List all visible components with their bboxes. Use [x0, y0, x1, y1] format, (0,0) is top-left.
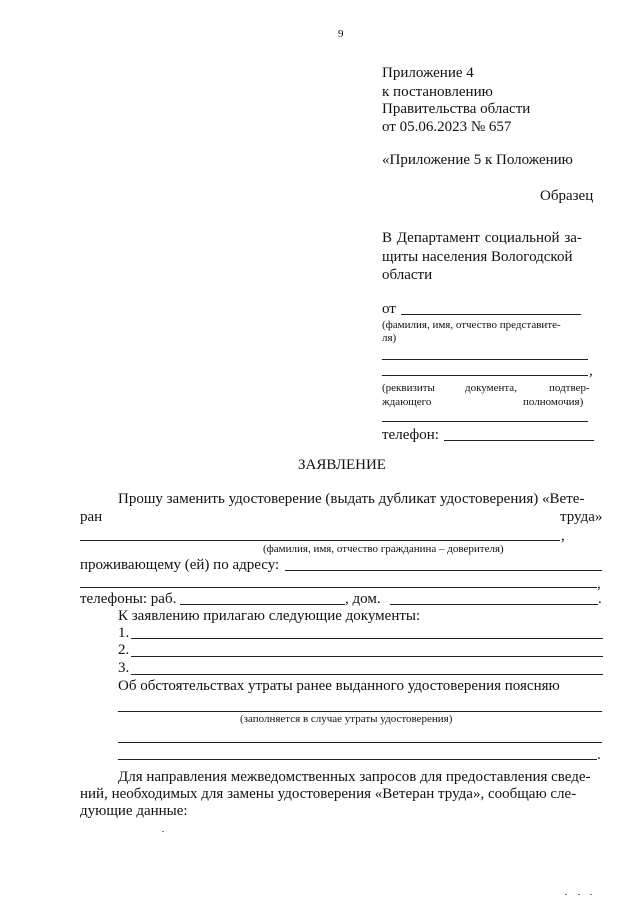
appendix-regulation: «Приложение 5 к Положению	[382, 152, 573, 168]
appendix-line-4: от 05.06.2023 № 657	[382, 119, 512, 135]
phone-line[interactable]	[444, 440, 594, 441]
docs-hint-2a: ждающего	[382, 396, 432, 408]
scan-speck	[162, 831, 164, 832]
attach-line-2[interactable]	[131, 656, 603, 657]
from-name-line[interactable]	[401, 314, 581, 315]
attach-line-1[interactable]	[131, 638, 603, 639]
appendix-line-3: Правительства области	[382, 101, 531, 117]
appendix-line-1: Приложение 4	[382, 65, 474, 81]
loss-period: .	[597, 747, 601, 763]
interagency-line-1: Для направления межведомственных запросов для предоставления сведе-	[118, 769, 591, 785]
docs-hint-1a: (реквизиты	[382, 382, 435, 394]
fio-hint: (фамилия, имя, отчество гражданина – доверителя)	[263, 543, 504, 555]
addressee-line-3: области	[382, 267, 433, 283]
docs-hint-1b: документа,	[465, 382, 517, 394]
loss-line-2[interactable]	[118, 742, 602, 743]
request-line-2b: труда»	[560, 509, 603, 525]
loss-hint: (заполняется в случае утраты удостоверения)	[240, 713, 453, 725]
attach-item-3: 3.	[118, 660, 130, 676]
page-number: 9	[338, 28, 344, 40]
from-extra-line-2[interactable]	[382, 375, 588, 376]
scan-speck	[590, 894, 592, 895]
phones-period: .	[598, 591, 602, 607]
loss-line-1[interactable]	[118, 711, 602, 712]
phones-home-label: , дом.	[345, 591, 381, 607]
fio-comma: ,	[561, 528, 565, 544]
phone-label: телефон:	[382, 427, 439, 443]
loss-label: Об обстоятельствах утраты ранее выданного удостоверения поясняю	[118, 678, 560, 694]
from-hint-line-1: (фамилия, имя, отчество представите-	[382, 319, 561, 331]
interagency-line-2: ний, необходимых для замены удостоверения «Ветеран труда», сообщаю сле-	[80, 786, 577, 802]
appendix-line-2: к постановлению	[382, 84, 493, 100]
address-comma: ,	[597, 576, 601, 592]
loss-line-3[interactable]	[118, 759, 597, 760]
from-hint-line-2: ля)	[382, 332, 397, 344]
scan-speck	[565, 894, 567, 895]
from-extra-line-3[interactable]	[382, 421, 588, 422]
request-line-1: Прошу заменить удостоверение (выдать дубликат удостоверения) «Вете-	[118, 491, 585, 507]
address-line-2[interactable]	[80, 587, 597, 588]
from-extra-line-1[interactable]	[382, 359, 588, 360]
scan-speck	[578, 894, 580, 895]
phones-label: телефоны: раб.	[80, 591, 177, 607]
docs-hint-1c: подтвер-	[549, 382, 590, 394]
phone-home-line[interactable]	[390, 604, 598, 605]
request-line-2a: ран	[80, 509, 103, 525]
from-label: от	[382, 301, 396, 317]
address-line-1[interactable]	[285, 570, 602, 571]
from-comma: ,	[589, 363, 593, 379]
attach-item-2: 2.	[118, 642, 130, 658]
fio-line[interactable]	[80, 540, 560, 541]
docs-hint-2b: полномочия)	[523, 396, 584, 408]
sample-label: Образец	[540, 188, 594, 204]
addressee-line-2: щиты населения Вологодской	[382, 249, 573, 265]
attach-item-1: 1.	[118, 625, 130, 641]
phone-work-line[interactable]	[180, 604, 345, 605]
attach-label: К заявлению прилагаю следующие документы:	[118, 608, 421, 624]
address-label: проживающему (ей) по адресу:	[80, 557, 280, 573]
attach-line-3[interactable]	[131, 674, 603, 675]
interagency-line-3: дующие данные:	[80, 803, 188, 819]
addressee-line-1: В Департамент социальной за-	[382, 230, 582, 246]
document-title: ЗАЯВЛЕНИЕ	[298, 457, 386, 473]
